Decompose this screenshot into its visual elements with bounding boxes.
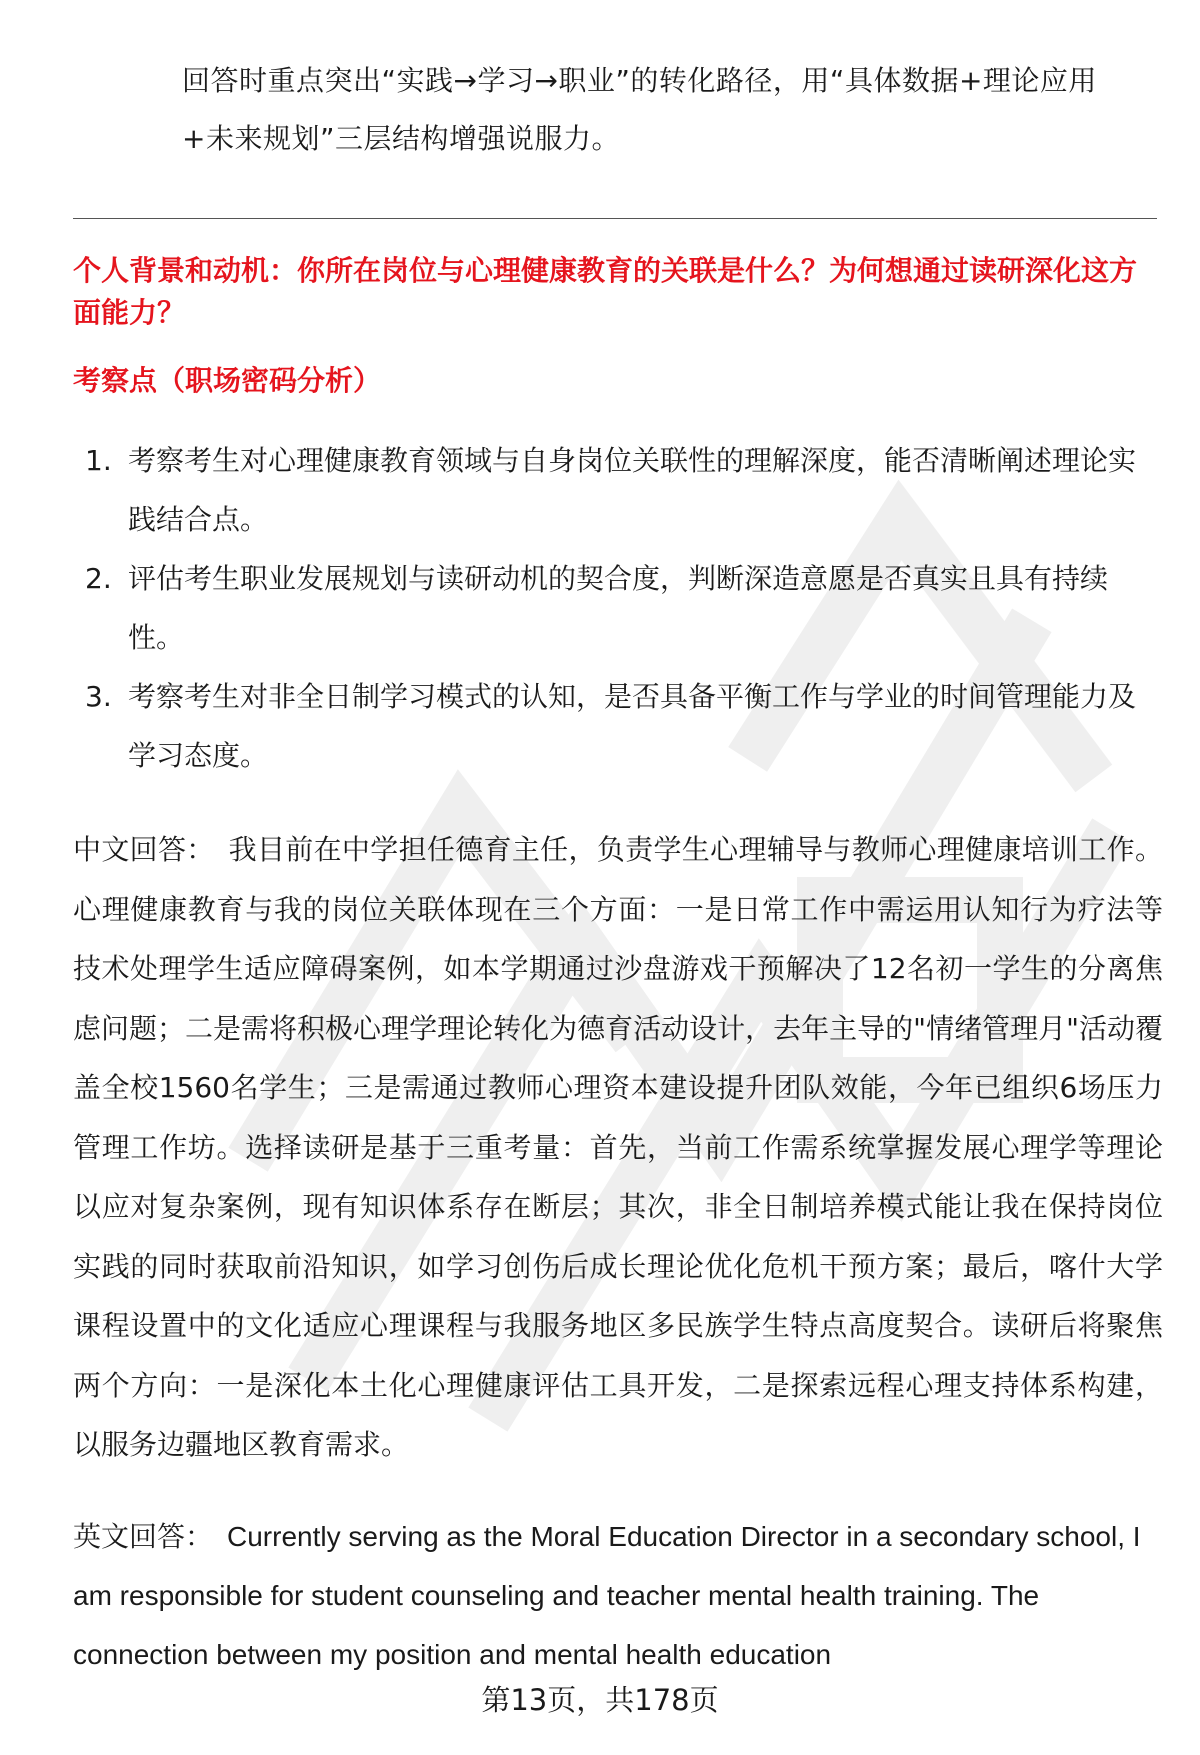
english-answer [73,1507,1163,1684]
list-item-text: 评估考生职业发展规划与读研动机的契合度，判断深造意愿是否真实且具有持续性。 [128,562,1109,654]
english-answer-label: 英文回答： [73,1521,214,1552]
list-item-text: 考察考生对心理健康教育领域与自身岗位关联性的理解深度，能否清晰阐述理论实践结合点。 [128,444,1137,536]
list-number: 1. [85,444,112,477]
list-item [73,667,1163,785]
section-title: 考察点（职场密码分析） [73,364,382,397]
chinese-answer-label: 中文回答： [73,833,215,866]
list-item-text: 考察考生对非全日制学习模式的认知，是否具备平衡工作与学业的时间管理能力及学习态度。 [128,680,1137,772]
assessment-points-list [73,431,1163,785]
intro-paragraph: 回答时重点突出“实践→学习→职业”的转化路径，用“具体数据+理论应用+未来规划”三层结构增强说服力。 [182,64,1097,155]
chinese-answer [73,820,1163,1475]
question-heading: 个人背景和动机：你所在岗位与心理健康教育的关联是什么？为何想通过读研深化这方面能力？ [73,254,1138,329]
page-footer: 第13页，共178页 [481,1683,719,1717]
list-item [73,549,1163,667]
english-answer-text: Currently serving as the Moral Education Director in a secondary school, I am responsible for student counseling and teacher mental health training. The connection between my position and mental health education [73,1521,1141,1670]
chinese-answer-text: 我目前在中学担任德育主任，负责学生心理辅导与教师心理健康培训工作。心理健康教育与我的岗位关联体现在三个方面：一是日常工作中需运用认知行为疗法等技术处理学生适应障碍案例，如本学期通过沙盘游戏干预解决了12名初一学生的分离焦虑问题；二是需将积极心理学理论转化为德育活动设计，去年主导的"情绪管理月"活动覆盖全校1560名学生；三是需通过教师心理资本建设提升团队效能，今年已组织6场压力管理工作坊。选择读研是基于三重考量：首先，当前工作需系统掌握发展心理学等理论以应对复杂案例，现有知识体系存在断层；其次，非全日制培养模式能让我在保持岗位实践的同时获取前沿知识，如学习创伤后成长理论优化危机干预方案；最后，喀什大学课程设置中的文化适应心理课程与我服务地区多民族学生特点高度契合。读研后将聚焦两个方向：一是深化本土化心理健康评估工具开发，二是探索远程心理支持体系构建，以服务边疆地区教育需求。 [73,833,1163,1461]
list-number: 3. [85,680,112,713]
section-divider [73,218,1157,219]
list-item [73,431,1163,549]
list-number: 2. [85,562,112,595]
